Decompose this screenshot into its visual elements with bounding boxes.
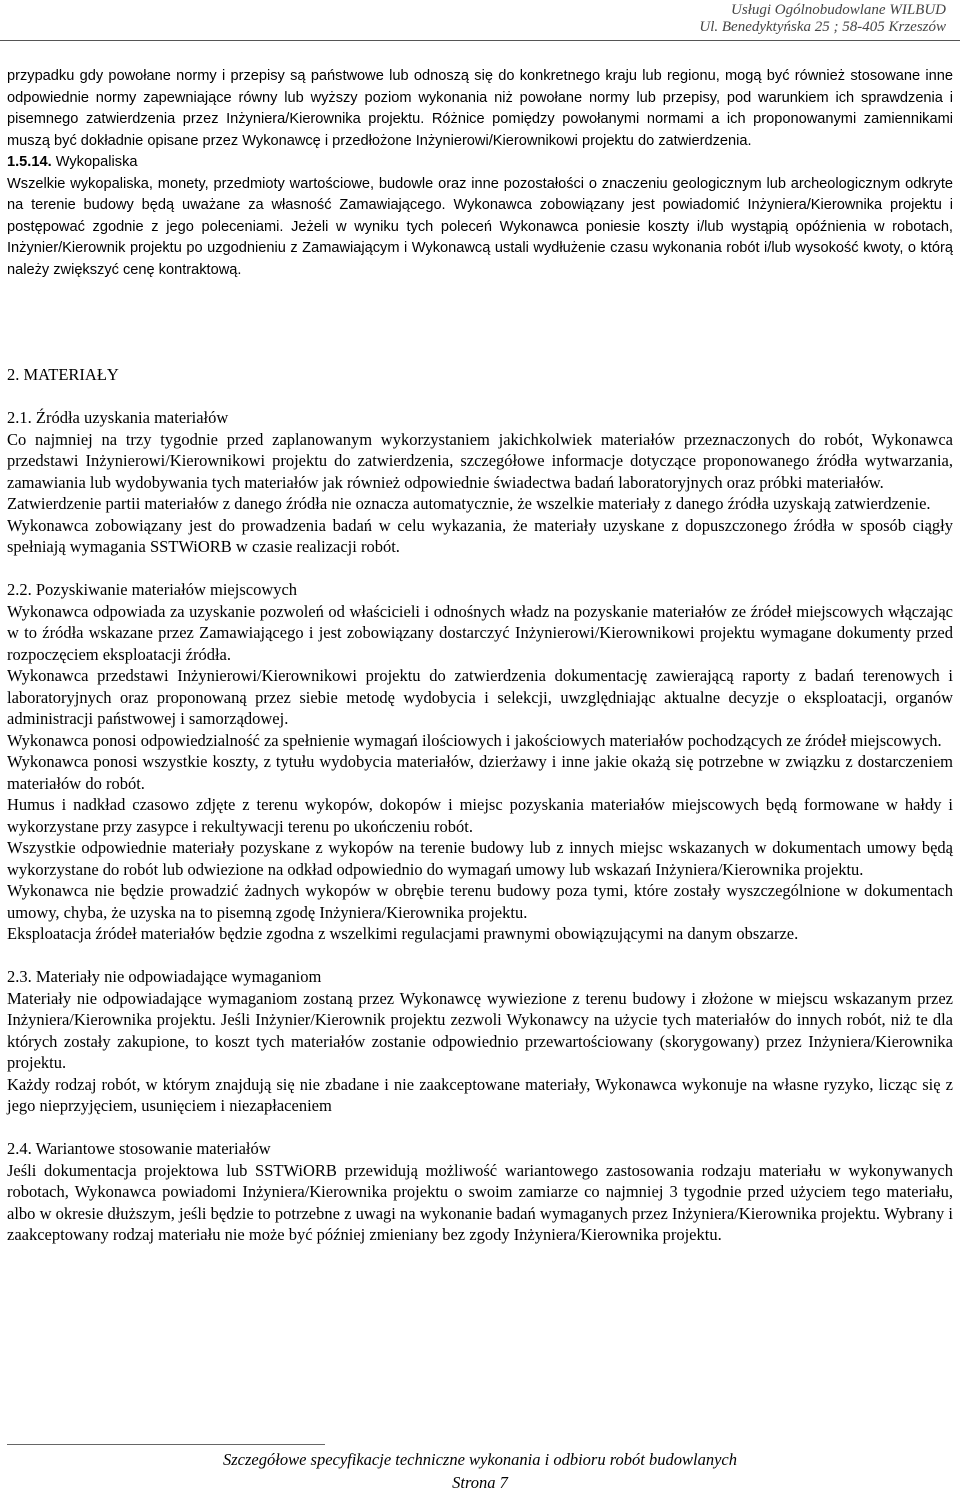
- intro-paragraph-norms: przypadku gdy powołane normy i przepisy są państwowe lub odnoszą się do konkretnego kraju lub regionu, mogą być również stosowane inne odpowiednie normy zapewniające równy lub wyższy poziom wykonania niż powołane normy lub przepisy, pod warunkiem ich sprawdzenia i pisemnego zatwierdzenia przez Inżyniera/Kierownika projektu. Różnice pomiędzy powołanymi normami a ich proponowanymi zamiennikami muszą być dokładnie opisane przez Wykonawcę i przedłożone Inżynierowi/Kierownikowi projektu do zatwierdzenia.: [7, 68, 953, 149]
- page-header: [0, 0, 960, 40]
- paragraph: Wykonawca zobowiązany jest do prowadzenia badań w celu wykazania, że materiały uzyskane z dopuszczonego źródła w sposób ciągły spełniają wymagania SSTWiORB w czasie realizacji robót.: [7, 515, 953, 556]
- section-2-2-title: 2.2. Pozyskiwanie materiałów miejscowych: [7, 580, 298, 599]
- paragraph: Wykonawca ponosi wszystkie koszty, z tytułu wydobycia materiałów, dzierżawy i inne jakie okażą się potrzebne w związku z dostarczeniem materiałów do robót.: [7, 752, 953, 793]
- section-2-title: 2. MATERIAŁY: [7, 365, 119, 384]
- header-company: Usługi Ogólnobudowlane WILBUD: [731, 2, 946, 18]
- paragraph: Eksploatacja źródeł materiałów będzie zgodna z wszelkimi regulacjami prawnymi obowiązującymi na danym obszarze.: [7, 924, 799, 943]
- header-address: Ul. Benedyktyńska 25 ; 58-405 Krzeszów: [699, 19, 946, 35]
- section-2-1-title: 2.1. Źródła uzyskania materiałów: [7, 408, 229, 427]
- header-divider: [0, 40, 960, 41]
- paragraph: Jeśli dokumentacja projektowa lub SSTWiORB przewidują możliwość wariantowego zastosowania rodzaju materiału w wykonywanych robotach, Wykonawca powiadomi Inżyniera/Kierownika projektu o swoim zamiarze co najmniej 3 tygodnie przed użyciem tego materiału, albo w okresie dłuższym, jeśli będzie to potrzebne z uwagi na wykonanie badań wymaganych przez Inżyniera/Kierownika projektu. Wybrany i zaakceptowany rodzaj materiału nie może być później zmieniany bez zgody Inżyniera/Kierownika projektu.: [7, 1160, 953, 1244]
- excavations-paragraph: Wszelkie wykopaliska, monety, przedmioty wartościowe, budowle oraz inne pozostałości o znaczeniu geologicznym lub archeologicznym odkryte na terenie budowy będą uważane za własność Zamawiającego. Wykonawca zobowiązany jest powiadomić Inżyniera/Kierownika projektu i postępować zgodnie z jego poleceniami. Jeżeli w wyniku tych poleceń Wykonawca poniesie koszty i/lub wystąpią opóźnienia w robotach, Inżynier/Kierownik projektu po uzgodnieniu z Zamawiającym i Wykonawcą ustali wydłużenie czasu wykonania robót i/lub wysokość kwoty, o którą należy zwiększyć cenę kontraktową.: [7, 175, 953, 278]
- paragraph: Wykonawca odpowiada za uzyskanie pozwoleń od właścicieli i odnośnych władz na pozyskanie materiałów ze źródeł miejscowych włączając w to źródła wskazane przez Zamawiającego i jest zobowiązany dostarczyć Inżynierowi/Kierownikowi projektu wymagane dokumenty przed rozpoczęciem eksploatacji źródła.: [7, 601, 953, 664]
- footer-title: Szczegółowe specyfikacje techniczne wykonania i odbioru robót budowlanych: [223, 1450, 737, 1469]
- paragraph: Wykonawca nie będzie prowadzić żadnych wykopów w obrębie terenu budowy poza tymi, które zostały wyszczególnione w dokumentach umowy, chyba, że uzyska na to pisemną zgodę Inżyniera/Kierownika projektu.: [7, 881, 953, 922]
- paragraph: Wszystkie odpowiednie materiały pozyskane z wykopów na terenie budowy lub z innych miejsc wskazanych w dokumentach umowy będą wykorzystane do robót lub odwiezione na odkład odpowiednio do wymagań umowy lub wskazań Inżyniera/Kierownika projektu.: [7, 838, 953, 879]
- section-2-4-title: 2.4. Wariantowe stosowanie materiałów: [7, 1139, 271, 1158]
- paragraph: Humus i nadkład czasowo zdjęte z terenu wykopów, dokopów i miejsc pozyskania materiałów miejscowych będą formowane w hałdy i wykorzystane przy zasypce i rekultywacji terenu po ukończeniu robót.: [7, 795, 953, 836]
- page-footer: [0, 1444, 960, 1491]
- section-title: Wykopaliska: [55, 154, 138, 170]
- paragraph: Wykonawca przedstawi Inżynierowi/Kierownikowi projektu do zatwierdzenia dokumentację zawierającą raporty z badań terenowych i laboratoryjnych oraz proponowaną przez siebie metodę wydobycia i selekcji, uwzględniając aktualne decyzje o eksploatacji, organów administracji państwowej i samorządowej.: [7, 666, 953, 728]
- section-1-5-14: [7, 152, 953, 174]
- materials-section: [7, 364, 953, 1246]
- section-2-3-title: 2.3. Materiały nie odpowiadające wymaganiom: [7, 967, 322, 986]
- paragraph: Materiały nie odpowiadające wymaganiom zostaną przez Wykonawcę wywiezione z terenu budowy i złożone w miejscu wskazanym przez Inżyniera/Kierownika projektu. Jeśli Inżynier/Kierownik projektu zezwoli Wykonawcy na użycie tych materiałów do innych robót, niż te dla których zostały zakupione, to koszt tych materiałów zostanie odpowiednio przewartościowany (skorygowany) przez Inżyniera/Kierownika projektu.: [7, 988, 953, 1072]
- section-number: 1.5.14.: [7, 154, 52, 170]
- footer-divider: [7, 1444, 325, 1445]
- paragraph: Wykonawca ponosi odpowiedzialność za spełnienie wymagań ilościowych i jakościowych materiałów pochodzących ze źródeł miejscowych.: [7, 730, 942, 750]
- paragraph: Każdy rodzaj robót, w którym znajdują się nie zbadane i nie zaakceptowane materiały, Wykonawca wykonuje na własne ryzyko, licząc się z jego nieprzyjęciem, usunięciem i niezapłaceniem: [7, 1074, 953, 1115]
- intro-block: [7, 66, 953, 281]
- paragraph: Co najmniej na trzy tygodnie przed zaplanowanym wykorzystaniem jakichkolwiek materiałów przeznaczonych do robót, Wykonawca przedstawi Inżynierowi/Kierownikowi projektu do zatwierdzenia, szczegółowe informacje dotyczące proponowanego źródła wytwarzania, zamawiania lub wydobywania tych materiałów jak również odpowiednie świadectwa badań laboratoryjnych oraz próbki materiałów.: [7, 429, 953, 492]
- paragraph: Zatwierdzenie partii materiałów z danego źródła nie oznacza automatycznie, że wszelkie materiały z danego źródła uzyskają zatwierdzenie.: [7, 494, 931, 513]
- page-number: Strona 7: [452, 1473, 508, 1492]
